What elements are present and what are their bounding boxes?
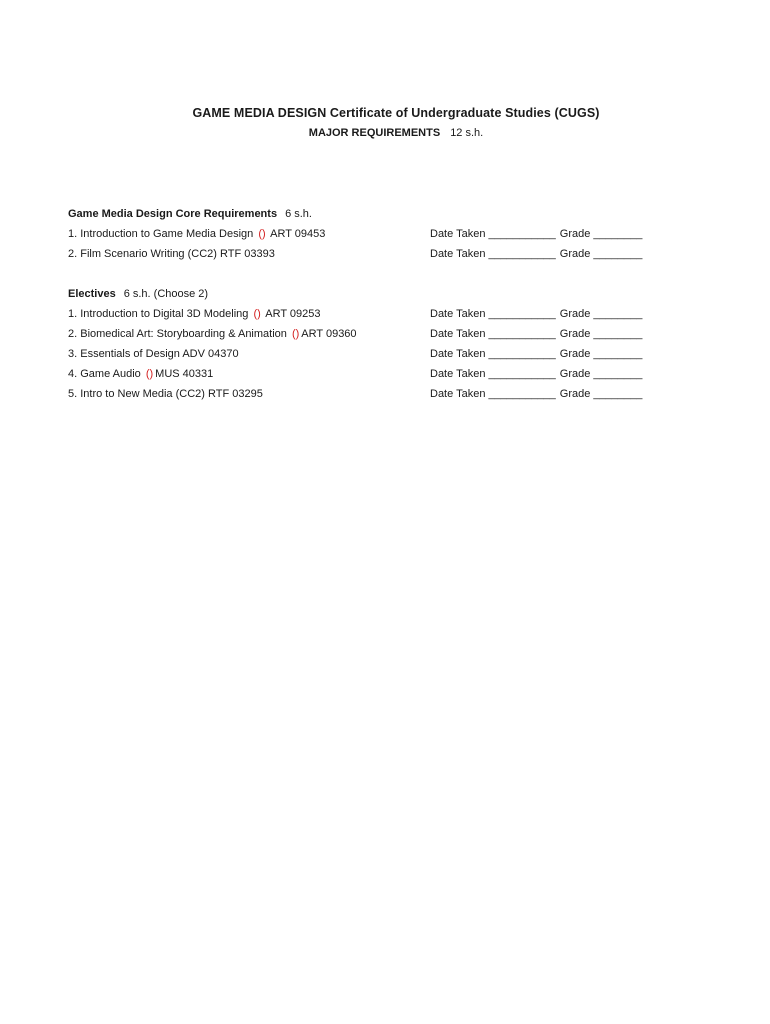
course-record (430, 328, 642, 340)
course-paren-marker: () (253, 308, 261, 320)
date-taken-field[interactable]: Date Taken ___________ (430, 388, 556, 400)
course-row (68, 368, 658, 384)
date-taken-field[interactable]: Date Taken ___________ (430, 248, 556, 260)
course-paren-marker: () (145, 368, 154, 380)
major-requirements-label: MAJOR REQUIREMENTS (308, 127, 441, 139)
document-title: GAME MEDIA DESIGN Certificate of Undergraduate Studies (CUGS) (192, 106, 600, 120)
course-record (430, 248, 642, 260)
grade-field[interactable]: Grade ________ (559, 388, 643, 400)
course-paren-marker: () (291, 328, 300, 340)
course-name: 3. Essentials of Design ADV 04370 (68, 348, 239, 360)
grade-field[interactable]: Grade ________ (559, 228, 643, 240)
course-record (430, 368, 642, 380)
date-taken-field[interactable]: Date Taken ___________ (430, 368, 556, 380)
course-row (68, 228, 658, 244)
date-taken-field[interactable]: Date Taken ___________ (430, 308, 556, 320)
grade-field[interactable]: Grade ________ (559, 328, 643, 340)
course-code: ART 09253 (265, 308, 321, 320)
core-heading-label: Game Media Design Core Requirements (68, 208, 278, 220)
course-title (68, 308, 320, 320)
core-requirements-heading (68, 208, 312, 220)
course-row (68, 388, 658, 404)
course-row (68, 348, 658, 364)
major-requirements-hours: 12 s.h. (450, 127, 484, 139)
course-code: ART 09360 (301, 328, 357, 340)
course-name: 2. Biomedical Art: Storyboarding & Animation (68, 328, 287, 340)
course-record (430, 308, 642, 320)
course-name: 4. Game Audio (68, 368, 141, 380)
core-heading-hours: 6 s.h. (285, 208, 312, 220)
course-row (68, 308, 658, 324)
electives-heading-label: Electives (68, 288, 116, 300)
date-taken-field[interactable]: Date Taken ___________ (430, 328, 556, 340)
course-name: 5. Intro to New Media (CC2) RTF 03295 (68, 388, 263, 400)
electives-heading-hours: 6 s.h. (Choose 2) (123, 288, 209, 300)
date-taken-field[interactable]: Date Taken ___________ (430, 228, 556, 240)
grade-field[interactable]: Grade ________ (559, 308, 643, 320)
course-record (430, 348, 642, 360)
major-requirements-line (0, 127, 770, 139)
course-title (68, 248, 275, 260)
course-code: ART 09453 (270, 228, 326, 240)
course-name: 1. Introduction to Digital 3D Modeling (68, 308, 249, 320)
course-title (68, 388, 263, 400)
course-title (68, 328, 357, 340)
course-code: MUS 40331 (155, 368, 214, 380)
course-title (68, 228, 325, 240)
course-name: 2. Film Scenario Writing (CC2) RTF 03393 (68, 248, 275, 260)
course-row (68, 248, 658, 264)
course-record (430, 388, 642, 400)
course-paren-marker: () (258, 228, 266, 240)
course-name: 1. Introduction to Game Media Design (68, 228, 254, 240)
course-title (68, 348, 239, 360)
grade-field[interactable]: Grade ________ (559, 368, 643, 380)
grade-field[interactable]: Grade ________ (559, 248, 643, 260)
grade-field[interactable]: Grade ________ (559, 348, 643, 360)
electives-heading (68, 288, 208, 300)
course-record (430, 228, 642, 240)
course-title (68, 368, 213, 380)
course-row (68, 328, 658, 344)
date-taken-field[interactable]: Date Taken ___________ (430, 348, 556, 360)
